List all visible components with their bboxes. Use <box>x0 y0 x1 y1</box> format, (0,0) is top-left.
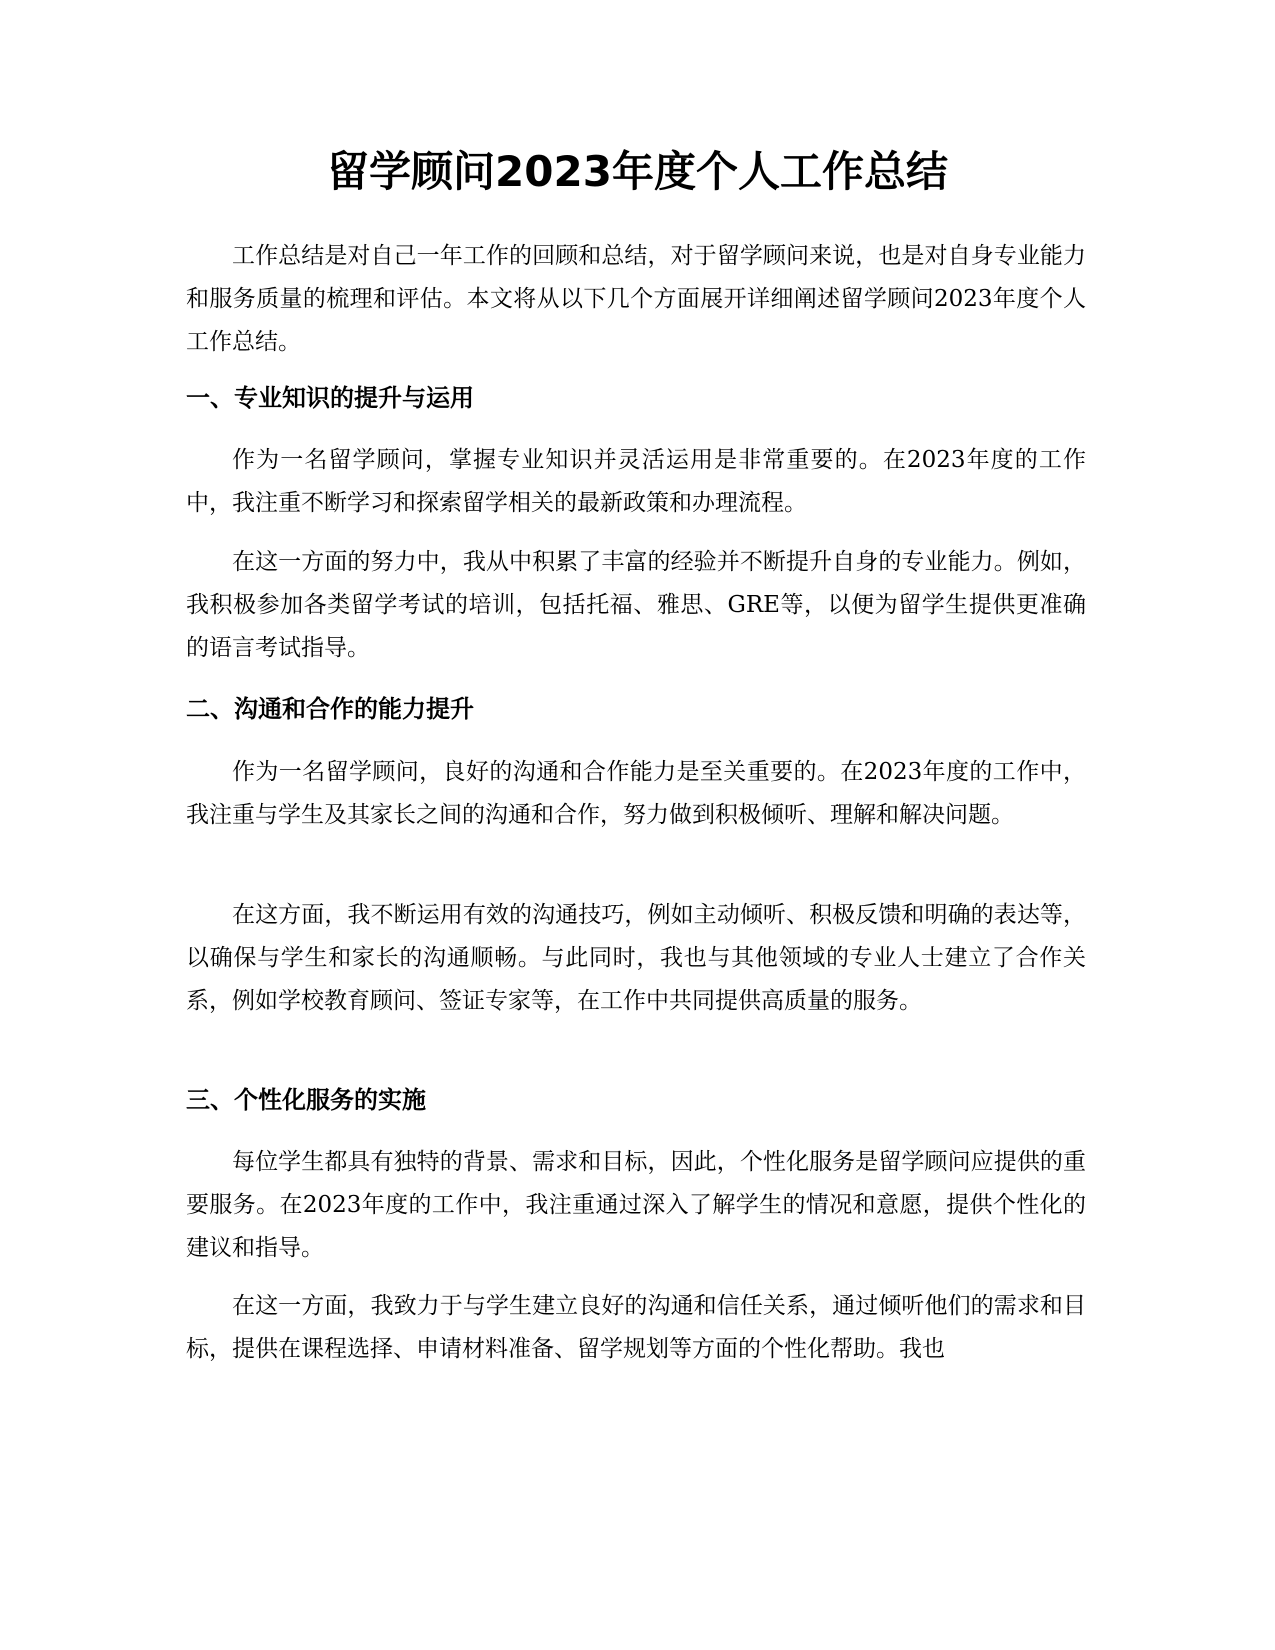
section-3-heading: 三、个性化服务的实施 <box>186 1086 426 1114</box>
section-1-paragraph-1: 作为一名留学顾问，掌握专业知识并灵活运用是非常重要的。在2023年度的工作中，我注重不断学习和探索留学相关的最新政策和办理流程。 <box>186 447 1086 516</box>
section-2-paragraph-1: 作为一名留学顾问，良好的沟通和合作能力是至关重要的。在2023年度的工作中，我注重与学生及其家长之间的沟通和合作，努力做到积极倾听、理解和解决问题。 <box>186 759 1086 828</box>
section-2-paragraph-2: 在这方面，我不断运用有效的沟通技巧，例如主动倾听、积极反馈和明确的表达等，以确保与学生和家长的沟通顺畅。与此同时，我也与其他领域的专业人士建立了合作关系，例如学校教育顾问、签证专家等，在工作中共同提供高质量的服务。 <box>186 902 1086 1014</box>
section-1-heading: 一、专业知识的提升与运用 <box>186 384 474 412</box>
section-1-paragraph-2: 在这一方面的努力中，我从中积累了丰富的经验并不断提升自身的专业能力。例如，我积极参加各类留学考试的培训，包括托福、雅思、GRE等，以便为留学生提供更准确的语言考试指导。 <box>186 549 1086 661</box>
section-3-paragraph-1: 每位学生都具有独特的背景、需求和目标，因此，个性化服务是留学顾问应提供的重要服务。在2023年度的工作中，我注重通过深入了解学生的情况和意愿，提供个性化的建议和指导。 <box>186 1149 1086 1261</box>
section-3-paragraph-2: 在这一方面，我致力于与学生建立良好的沟通和信任关系，通过倾听他们的需求和目标，提供在课程选择、申请材料准备、留学规划等方面的个性化帮助。我也 <box>186 1293 1086 1362</box>
intro-paragraph: 工作总结是对自己一年工作的回顾和总结，对于留学顾问来说，也是对自身专业能力和服务质量的梳理和评估。本文将从以下几个方面展开详细阐述留学顾问2023年度个人工作总结。 <box>186 243 1086 355</box>
section-2-heading: 二、沟通和合作的能力提升 <box>186 695 474 723</box>
document-title: 留学顾问2023年度个人工作总结 <box>327 147 948 196</box>
